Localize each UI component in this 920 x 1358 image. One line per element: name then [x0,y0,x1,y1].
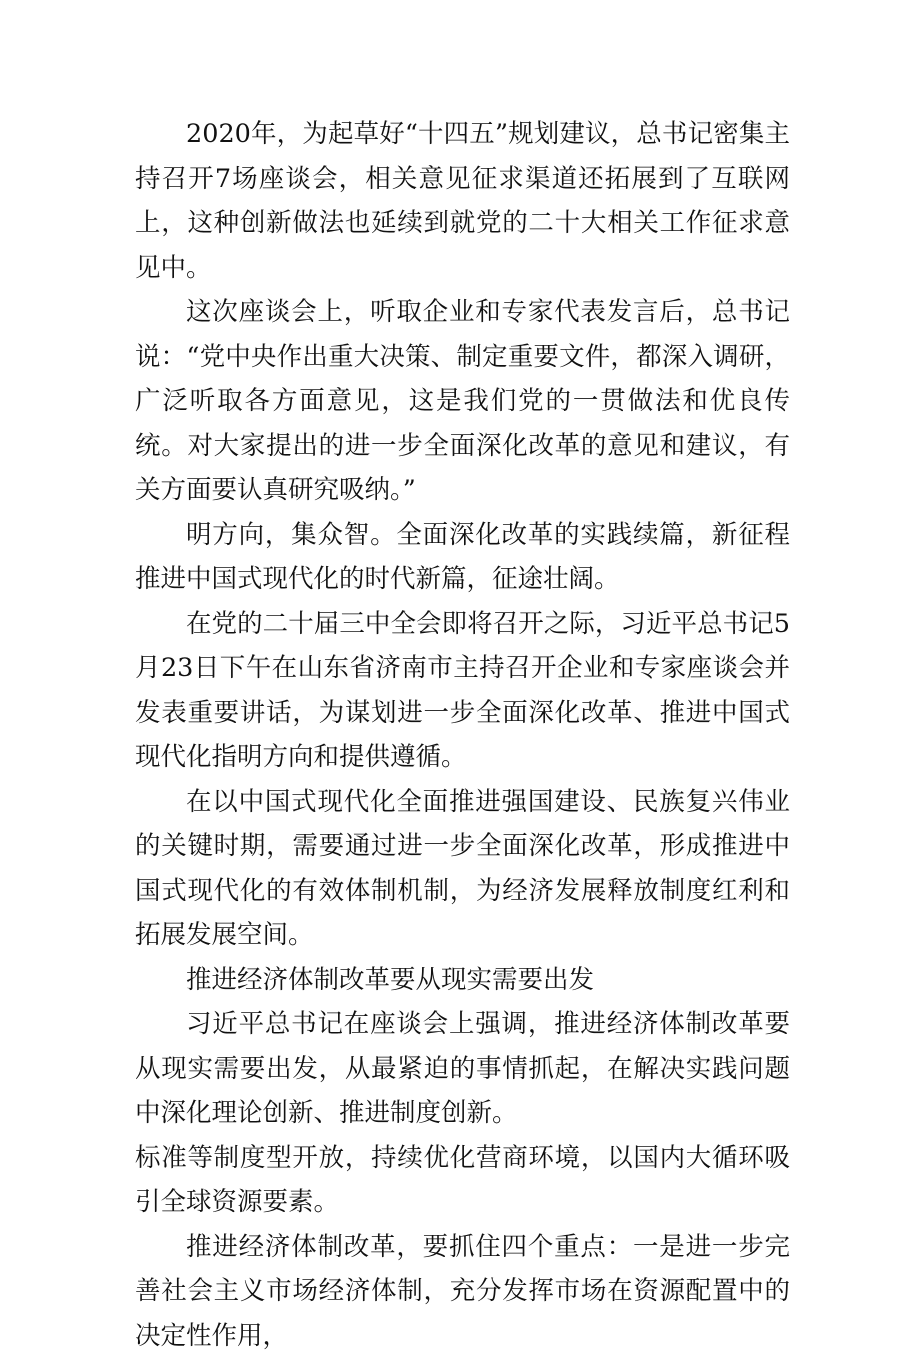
paragraph-3: 明方向，集众智。全面深化改革的实践续篇，新征程推进中国式现代化的时代新篇，征途壮阔。 [135,513,790,602]
paragraph-6: 习近平总书记在座谈会上强调，推进经济体制改革要从现实需要出发，从最紧迫的事情抓起，在解决实践问题中深化理论创新、推进制度创新。 [135,1002,790,1136]
section-heading: 推进经济体制改革要从现实需要出发 [135,958,790,1003]
paragraph-8: 推进经济体制改革，要抓住四个重点：一是进一步完善社会主义市场经济体制，充分发挥市场在资源配置中的决定性作用， [135,1225,790,1358]
document-body [135,112,790,1358]
paragraph-4: 在党的二十届三中全会即将召开之际，习近平总书记5月23日下午在山东省济南市主持召开企业和专家座谈会并发表重要讲话，为谋划进一步全面深化改革、推进中国式现代化指明方向和提供遵循。 [135,602,790,780]
paragraph-5: 在以中国式现代化全面推进强国建设、民族复兴伟业的关键时期，需要通过进一步全面深化改革，形成推进中国式现代化的有效体制机制，为经济发展释放制度红利和拓展发展空间。 [135,780,790,958]
paragraph-2: 这次座谈会上，听取企业和专家代表发言后，总书记说：“党中央作出重大决策、制定重要文件，都深入调研，广泛听取各方面意见，这是我们党的一贯做法和优良传统。对大家提出的进一步全面深化改革的意见和建议，有关方面要认真研究吸纳。” [135,290,790,513]
paragraph-7: 标准等制度型开放，持续优化营商环境，以国内大循环吸引全球资源要素。 [135,1136,790,1225]
paragraph-1: 2020年，为起草好“十四五”规划建议，总书记密集主持召开7场座谈会，相关意见征求渠道还拓展到了互联网上，这种创新做法也延续到就党的二十大相关工作征求意见中。 [135,112,790,290]
